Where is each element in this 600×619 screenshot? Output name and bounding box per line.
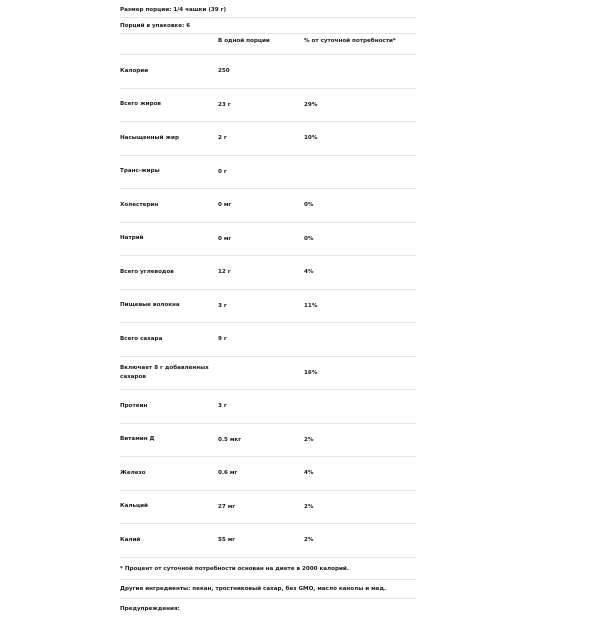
nutrient-name: Включает 8 г добавленных сахаров: [120, 356, 218, 390]
column-header-daily-value: % от суточной потребности*: [304, 34, 416, 55]
nutrient-name: Пищевые волокна: [120, 289, 218, 323]
nutrition-facts-panel: [120, 0, 416, 617]
nutrient-daily-value: [304, 155, 416, 189]
nutrient-daily-value: 10%: [304, 122, 416, 156]
nutrient-daily-value: [304, 55, 416, 89]
table-row: [120, 490, 416, 524]
table-row: [120, 256, 416, 290]
nutrient-daily-value: 0%: [304, 222, 416, 256]
table-row: [120, 356, 416, 390]
nutrition-table: [120, 34, 416, 558]
table-row: [120, 122, 416, 156]
nutrient-daily-value: 16%: [304, 356, 416, 390]
nutrient-amount: 0.6 мг: [218, 457, 304, 491]
nutrient-name: Транс-жиры: [120, 155, 218, 189]
nutrient-amount: 23 г: [218, 88, 304, 122]
nutrient-name: Протеин: [120, 390, 218, 424]
nutrient-amount: 9 г: [218, 323, 304, 357]
nutrient-amount: 27 мг: [218, 490, 304, 524]
nutrient-name: Всего углеводов: [120, 256, 218, 290]
nutrient-daily-value: 11%: [304, 289, 416, 323]
serving-size: Размер порции: 1/4 чашки (39 г): [120, 2, 416, 18]
daily-value-footnote: * Процент от суточной потребности основан на диете в 2000 калорий.: [120, 558, 416, 580]
nutrient-daily-value: [304, 390, 416, 424]
servings-per-container: Порций в упаковке: 6: [120, 18, 416, 34]
nutrient-name: Кальций: [120, 490, 218, 524]
table-row: [120, 189, 416, 223]
nutrient-amount: 3 г: [218, 289, 304, 323]
nutrient-daily-value: 2%: [304, 490, 416, 524]
nutrient-amount: 2 г: [218, 122, 304, 156]
other-ingredients: Другие ингредиенты: пекан, тростниковый сахар, без GMO, масло канолы и мед.: [120, 580, 416, 599]
nutrient-name: Витамин Д: [120, 423, 218, 457]
nutrient-amount: 55 мг: [218, 524, 304, 558]
nutrient-name: Всего сахара: [120, 323, 218, 357]
table-row: [120, 55, 416, 89]
nutrient-name: Натрий: [120, 222, 218, 256]
nutrient-name: Холестерин: [120, 189, 218, 223]
nutrient-amount: 3 г: [218, 390, 304, 424]
column-header-per-serving: В одной порции: [218, 34, 304, 55]
column-header-nutrient: [120, 34, 218, 55]
nutrient-name: Насыщенный жир: [120, 122, 218, 156]
nutrient-amount: 0 мг: [218, 189, 304, 223]
nutrient-daily-value: 0%: [304, 189, 416, 223]
table-row: [120, 323, 416, 357]
nutrient-amount: [218, 356, 304, 390]
nutrient-name: Калий: [120, 524, 218, 558]
nutrient-amount: 0.5 мкг: [218, 423, 304, 457]
nutrient-daily-value: 4%: [304, 256, 416, 290]
table-row: [120, 524, 416, 558]
nutrient-amount: 0 мг: [218, 222, 304, 256]
nutrient-daily-value: 2%: [304, 524, 416, 558]
table-row: [120, 155, 416, 189]
nutrient-name: Железо: [120, 457, 218, 491]
nutrient-daily-value: [304, 323, 416, 357]
nutrient-amount: 0 г: [218, 155, 304, 189]
nutrient-name: Калории: [120, 55, 218, 89]
table-row: [120, 289, 416, 323]
nutrient-daily-value: 29%: [304, 88, 416, 122]
table-row: [120, 222, 416, 256]
table-row: [120, 457, 416, 491]
table-row: [120, 88, 416, 122]
nutrient-amount: 12 г: [218, 256, 304, 290]
nutrient-name: Всего жиров: [120, 88, 218, 122]
warnings-heading: Предупреждения:: [120, 605, 180, 612]
nutrient-amount: 250: [218, 55, 304, 89]
nutrient-daily-value: 2%: [304, 423, 416, 457]
table-header-row: [120, 34, 416, 55]
table-row: [120, 423, 416, 457]
nutrient-daily-value: 4%: [304, 457, 416, 491]
table-row: [120, 390, 416, 424]
